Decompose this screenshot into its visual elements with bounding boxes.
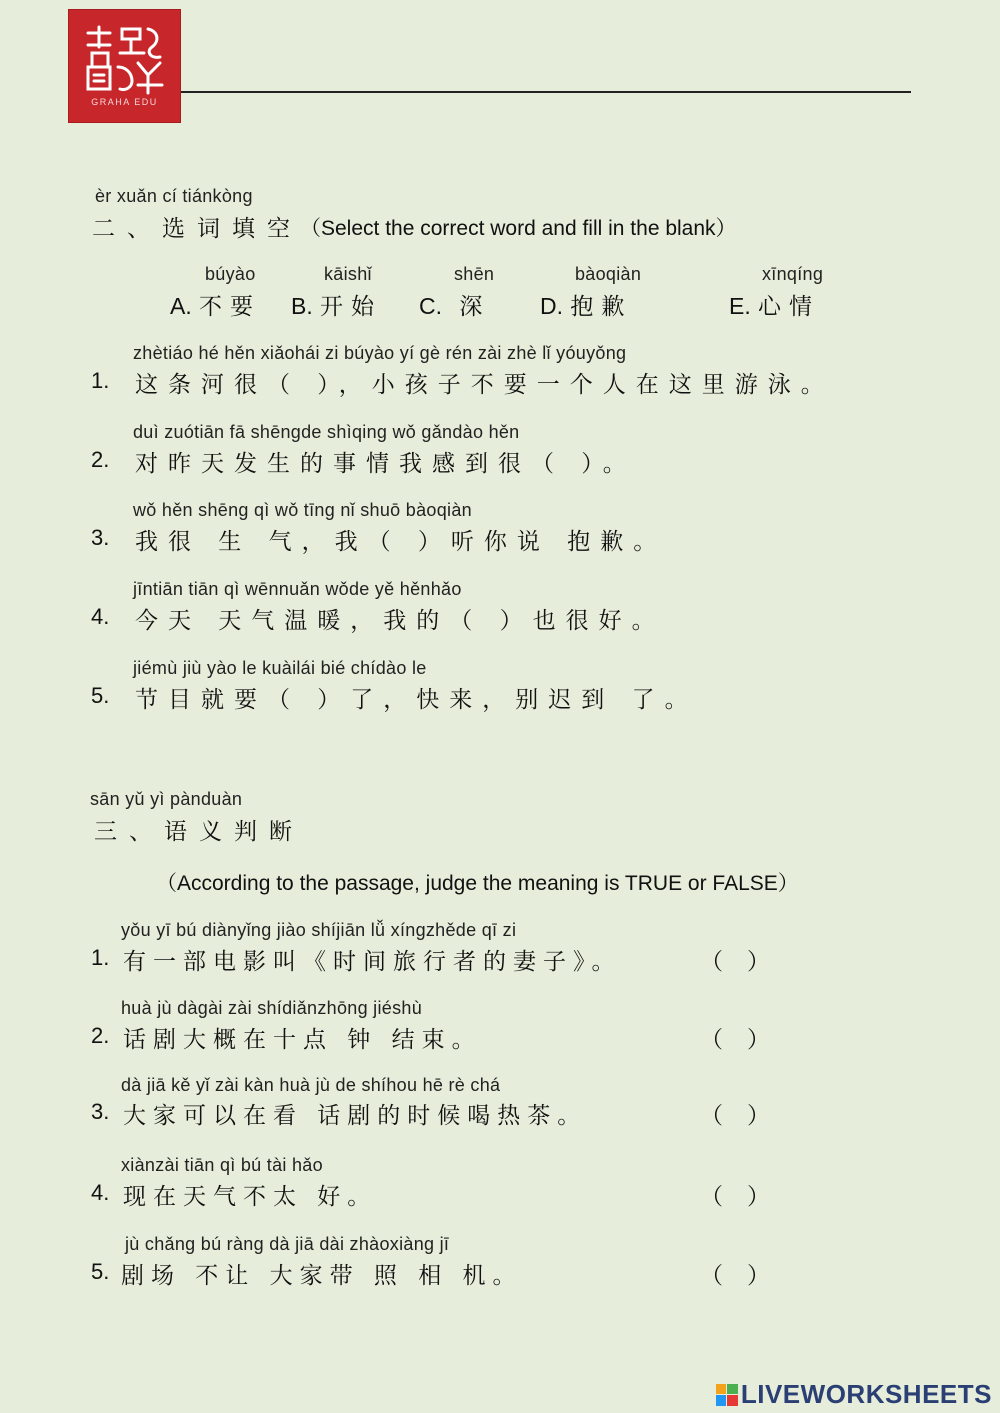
s2-q2-text: 对昨天发生的事情我感到很（ ）。 bbox=[135, 451, 636, 477]
option-e bbox=[729, 288, 820, 321]
option-d-letter: D. bbox=[540, 293, 563, 319]
liveworksheets-text: LIVEWORKSHEETS bbox=[740, 1379, 992, 1409]
section2-title-pinyin: èr xuǎn cí tiánkòng bbox=[95, 186, 253, 206]
s3-q3-number: 3. bbox=[91, 1099, 110, 1124]
s3-q5-text: 剧场 不让 大家带 照 相 机。 bbox=[121, 1263, 523, 1289]
option-e-word: 心情 bbox=[758, 294, 821, 320]
s3-q4-text: 现在天气不太 好。 bbox=[123, 1184, 378, 1210]
option-b-pinyin: kāishǐ bbox=[324, 264, 372, 284]
logo-brand-text: GRAHA EDU bbox=[91, 97, 158, 107]
s2-q5-number: 5. bbox=[91, 683, 110, 708]
section3-title-pinyin: sān yǔ yì pànduàn bbox=[90, 789, 243, 809]
option-c-letter: C. bbox=[419, 293, 442, 319]
s2-q1-number: 1. bbox=[91, 368, 110, 393]
s3-q2-pinyin: huà jù dàgài zài shídiǎnzhōng jiéshù bbox=[121, 998, 423, 1018]
option-d-pinyin: bàoqiàn bbox=[575, 264, 642, 284]
option-c-pinyin: shēn bbox=[454, 264, 495, 284]
header-rule bbox=[181, 91, 911, 93]
option-a-letter: A. bbox=[170, 293, 192, 319]
s2-q1-pinyin: zhètiáo hé hěn xiǎohái zi búyào yí gè rén zài zhè lǐ yóuyǒng bbox=[133, 343, 627, 363]
s2-q1-text: 这条河很（ ），小孩子不要一个人在这里游泳。 bbox=[135, 372, 834, 398]
s2-q2-number: 2. bbox=[91, 447, 110, 472]
s3-q3-text: 大家可以在看 话剧的时候喝热茶。 bbox=[123, 1103, 588, 1129]
logo-seal-icon bbox=[82, 23, 167, 95]
s3-q5-pinyin: jù chǎng bú ràng dà jiā dài zhàoxiàng jī bbox=[125, 1234, 450, 1254]
s2-q2-pinyin: duì zuótiān fā shēngde shìqing wǒ gǎndào hěn bbox=[133, 422, 520, 442]
option-a bbox=[170, 288, 261, 321]
s2-q4-text: 今天 天气温暖，我的（ ）也很好。 bbox=[135, 608, 665, 634]
section3-title: 三、语义判断 bbox=[94, 819, 304, 845]
option-a-word: 不要 bbox=[199, 294, 262, 320]
section2-subtitle: （Select the correct word and fill in the blank） bbox=[300, 217, 737, 240]
s3-q5-number: 5. bbox=[91, 1259, 110, 1284]
s3-q5-answer-box[interactable]: （） bbox=[700, 1263, 794, 1289]
option-a-pinyin: búyào bbox=[205, 264, 256, 284]
s3-q4-answer-box[interactable]: （） bbox=[700, 1184, 794, 1210]
s3-q1-text: 有一部电影叫《时间旅行者的妻子》。 bbox=[123, 949, 622, 975]
s2-q5-pinyin: jiémù jiù yào le kuàilái bié chídào le bbox=[133, 658, 427, 678]
s3-q1-pinyin: yǒu yī bú diànyǐng jiào shíjiān lǚ xíngzhěde qī zi bbox=[121, 920, 517, 940]
s3-q4-pinyin: xiànzài tiān qì bú tài hǎo bbox=[121, 1155, 323, 1175]
option-b bbox=[291, 288, 382, 321]
s3-q2-text: 话剧大概在十点 钟 结束。 bbox=[123, 1027, 482, 1053]
s3-q4-number: 4. bbox=[91, 1180, 110, 1205]
s3-q2-number: 2. bbox=[91, 1023, 110, 1048]
s3-q2-answer-box[interactable]: （） bbox=[700, 1027, 794, 1053]
option-b-word: 开始 bbox=[320, 294, 383, 320]
s2-q4-pinyin: jīntiān tiān qì wēnnuǎn wǒde yě hěnhǎo bbox=[133, 579, 462, 599]
s3-q1-answer-box[interactable]: （） bbox=[700, 949, 794, 975]
option-e-pinyin: xīnqíng bbox=[762, 264, 824, 284]
s3-q1-number: 1. bbox=[91, 945, 110, 970]
section3-subtitle: （According to the passage, judge the meaning is TRUE or FALSE） bbox=[156, 872, 799, 895]
option-c-word: 深 bbox=[459, 294, 491, 320]
option-b-letter: B. bbox=[291, 293, 313, 319]
s2-q3-text: 我很 生 气，我（ ）听你说 抱歉。 bbox=[135, 529, 667, 555]
s2-q3-pinyin: wǒ hěn shēng qì wǒ tīng nǐ shuō bàoqiàn bbox=[133, 500, 472, 520]
option-c bbox=[419, 288, 490, 321]
logo bbox=[68, 9, 181, 123]
s2-q3-number: 3. bbox=[91, 525, 110, 550]
option-d-word: 抱歉 bbox=[570, 294, 633, 320]
liveworksheets-watermark[interactable] bbox=[716, 1379, 992, 1410]
option-e-letter: E. bbox=[729, 293, 751, 319]
option-d bbox=[540, 288, 632, 321]
liveworksheets-logo-icon bbox=[716, 1384, 738, 1406]
s2-q4-number: 4. bbox=[91, 604, 110, 629]
s3-q3-pinyin: dà jiā kě yǐ zài kàn huà jù de shíhou hē rè chá bbox=[121, 1075, 501, 1095]
s2-q5-text: 节目就要（ ）了，快来，别迟到 了。 bbox=[135, 687, 698, 713]
section2-title: 二、选词填空 bbox=[92, 216, 302, 242]
s3-q3-answer-box[interactable]: （） bbox=[700, 1103, 794, 1129]
